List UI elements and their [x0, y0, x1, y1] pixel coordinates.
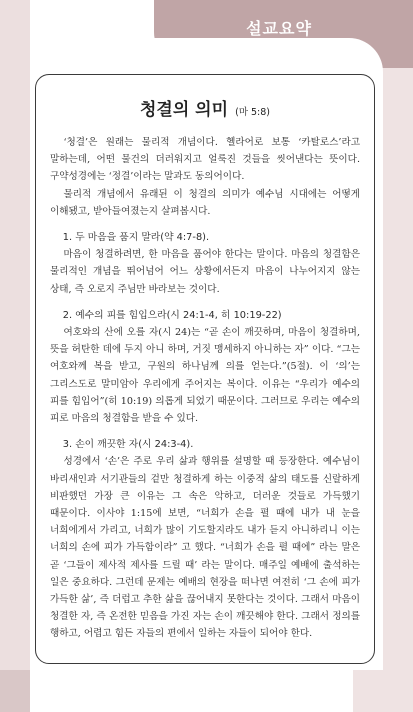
sermon-reference: (마 5:8): [235, 107, 271, 118]
section-1-body: 마음이 청결하려면, 한 마음을 품어야 한다는 말이다. 마음의 청결함은 물리적인 개념을 뛰어넘어 어느 상황에서든지 마음이 나누어지지 않는 상태, 즉 오로지 주님만 바라보는 것이다.: [50, 249, 360, 295]
left-decor-band-bottom: [0, 670, 30, 712]
left-decor-band: [0, 0, 30, 712]
section-2-body: 여호와의 산에 오를 자(시 24)는 “곧 손이 깨끗하며, 마음이 청결하며, 뜻을 허탄한 데에 두지 아니 하며, 거짓 맹세하지 아니하는 자” 이다. “그는 여호와께 복을 받고, 구원의 하나님께 의를 얻는다.”(5절). 이 ‘의’는 그리스도로 말미암아 우리에게 주어지는 복이다. 이유는 “우리가 예수의 피를 힘입어”(히 10:19) 의롭게 되었기 때문이다. 그러므로 우리는 예수의 피로 마음의 청결함을 받을 수 있다.: [50, 327, 360, 425]
sermon-frame: [35, 74, 375, 664]
title-row: [50, 95, 360, 120]
intro-paragraph-1: ‘청결’은 원래는 물리적 개념이다. 헬라어로 보통 ‘카탈로스’라고 말하는데, 어떤 물건의 더러워지고 얼룩진 것들을 씻어낸다는 뜻이다. 구약성경에는 ‘정결’이라는 말과도 동의어이다.: [50, 137, 360, 183]
header-title: 설교요약: [246, 19, 312, 38]
section-2-heading: 2. 예수의 피를 힘입으라(시 24:1-4, 히 10:19-22): [62, 309, 282, 321]
section-1-heading: 1. 두 마음을 품지 말라(약 4:7-8).: [62, 232, 210, 244]
sermon-title: 청결의 의미: [139, 100, 229, 120]
section-3-body: 성경에서 ‘손’은 주로 우리 삶과 행위를 설명할 때 등장한다. 예수님이 바리새인과 서기관들의 겉만 청결하게 하는 이중적 삶의 태도를 신랄하게 비판했던 가장 큰 이유는 그 속은 악하고, 더러운 것들로 가득했기 때문이다. 이사야 1:15에 보면, “너희가 손을 펼 때에 내가 내 눈을 너희에게서 가리고, 너희가 많이 기도할지라도 내가 듣지 아니하리니 이는 너희의 손에 피가 가득함이라” 고 했다. “너희가 손을 펼 때에” 라는 말은 곧 ‘그들이 제사적 제사를 드릴 때’ 라는 말이다. 매주일 예배에 출석하는 일은 중요하다. 그런데 문제는 예배의 현장을 떠나면 여전히 ‘그 손에 피가 가득한 삶’, 즉 더럽고 추한 삶을 끊어내지 못한다는 것이다. 그래서 마음이 청결한 자, 즉 온전한 믿음을 가진 자는 손이 깨끗해야 한다. 그래서 정의를 행하고, 어렵고 힘든 자들의 편에서 일하는 자들이 되어야 한다.: [50, 456, 360, 640]
section-3-heading: 3. 손이 깨끗한 자(시 24:3-4).: [62, 439, 194, 451]
intro-paragraph-2: 물리적 개념에서 유래된 이 청결의 의미가 예수님 시대에는 어떻게 이해됐고, 받아들여졌는지 살펴봅시다.: [50, 188, 360, 217]
